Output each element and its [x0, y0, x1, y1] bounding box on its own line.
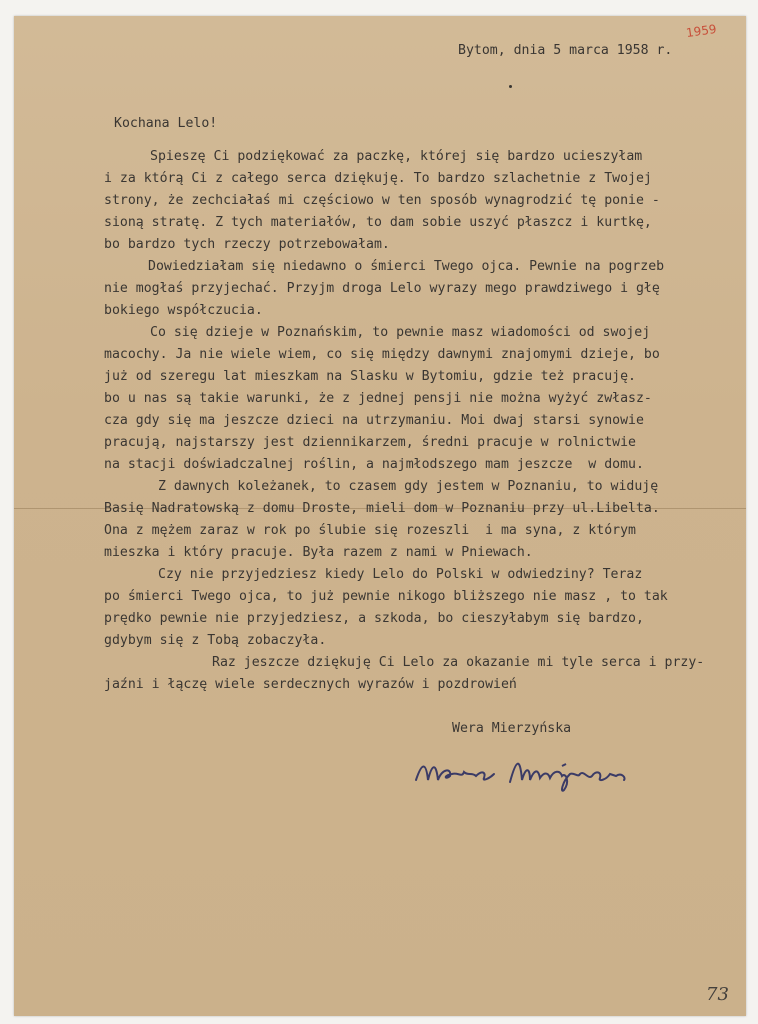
ink-dot — [509, 85, 512, 88]
letter-line: na stacji doświadczalnej roślin, a najmłodszego mam jeszcze w domu. — [104, 457, 644, 472]
letter-line: Co się dzieje w Poznańskim, to pewnie masz wiadomości od swojej — [150, 325, 651, 340]
letter-line: bokiego współczucia. — [104, 303, 263, 318]
letter-line: Ona z mężem zaraz w rok po ślubie się rozeszli i ma syna, z którym — [104, 523, 636, 538]
folio-number: 73 — [706, 984, 729, 1005]
letter-line: jaźni i łączę wiele serdecznych wyrazów i pozdrowień — [104, 677, 517, 692]
letter-line: sioną stratę. Z tych materiałów, to dam sobie uszyć płaszcz i kurtkę, — [104, 215, 652, 230]
letter-line: prędko pewnie nie przyjedziesz, a szkoda, bo cieszyłabym się bardzo, — [104, 611, 644, 626]
letter-line: Basię Nadratowską z domu Droste, mieli dom w Poznaniu przy ul.Libelta. — [104, 501, 660, 516]
typed-signature: Wera Mierzyńska — [452, 721, 572, 736]
letter-line: bo bardzo tych rzeczy potrzebowałam. — [104, 237, 390, 252]
handwritten-signature — [412, 746, 712, 796]
letter-line: już od szeregu lat mieszkam na Slasku w Bytomiu, gdzie też pracuję. — [104, 369, 636, 384]
letter-line: Raz jeszcze dziękuję Ci Lelo za okazanie mi tyle serca i przy- — [212, 655, 705, 670]
letter-line: cza gdy się ma jeszcze dzieci na utrzymaniu. Moi dwaj starsi synowie — [104, 413, 644, 428]
letter-line: mieszka i który pracuje. Była razem z nami w Pniewach. — [104, 545, 533, 560]
letter-line: po śmierci Twego ojca, to już pewnie nikogo bliższego nie masz , to tak — [104, 589, 668, 604]
letter-line: Spieszę Ci podziękować za paczkę, której się bardzo ucieszyłam — [150, 149, 643, 164]
letter-line: Czy nie przyjedziesz kiedy Lelo do Polski w odwiedziny? Teraz — [158, 567, 643, 582]
place-date: Bytom, dnia 5 marca 1958 r. — [458, 43, 673, 58]
salutation: Kochana Lelo! — [114, 116, 218, 131]
archive-corner-note: 1959 — [685, 21, 718, 41]
letter-line: pracują, najstarszy jest dziennikarzem, średni pracuje w rolnictwie — [104, 435, 636, 450]
letter-line: Dowiedziałam się niedawno o śmierci Twego ojca. Pewnie na pogrzeb — [148, 259, 665, 274]
letter-line: nie mogłaś przyjechać. Przyjm droga Lelo wyrazy mego prawdziwego i głę — [104, 281, 660, 296]
letter-line: strony, że zechciałaś mi częściowo w ten sposób wynagrodzić tę ponie - — [104, 193, 660, 208]
letter-line: i za którą Ci z całego serca dziękuję. To bardzo szlachetnie z Twojej — [104, 171, 652, 186]
letter-line: Z dawnych koleżanek, to czasem gdy jestem w Poznaniu, to widuję — [158, 479, 659, 494]
letter-line: bo u nas są takie warunki, że z jednej pensji nie można wyżyć zwłasz- — [104, 391, 652, 406]
letter-line: gdybym się z Tobą zobaczyła. — [104, 633, 327, 648]
letter-line: macochy. Ja nie wiele wiem, co się między dawnymi znajomymi dzieje, bo — [104, 347, 660, 362]
